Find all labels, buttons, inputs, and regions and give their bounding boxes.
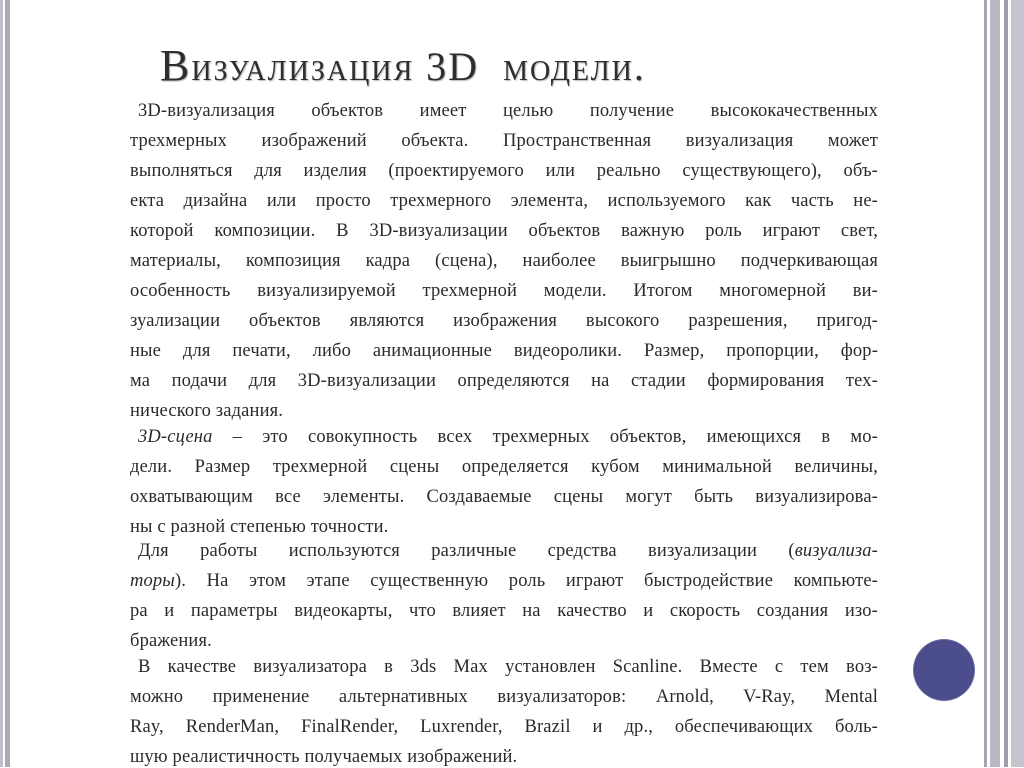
text-line: бражения. (130, 631, 212, 651)
text-line: Ray, RenderMan, FinalRender, Luxrender, Brazil и др., обеспечивающих боль- (130, 717, 878, 737)
text-line: ные для печати, либо анимационные видеоролики. Размер, пропорции, фор- (130, 341, 878, 361)
text-line: ма подачи для 3D-визуализации определяются на стадии формирования тех- (130, 371, 878, 391)
slide-title (160, 40, 920, 91)
term-visualizers-end: торы (130, 571, 175, 591)
text-line: которой композиции. В 3D-визуализации объектов важную роль играют свет, (130, 221, 878, 241)
text-line: нического задания. (130, 401, 284, 421)
title-initial: В (160, 41, 192, 90)
right-border-decoration (978, 0, 1024, 767)
text-line: 3D-визуализация объектов имеет целью получение высококачественных (138, 101, 878, 121)
left-border-decoration (0, 0, 10, 767)
decorative-circle (914, 640, 974, 700)
text-line: дели. Размер трехмерной сцены определяется кубом минимальной величины, (130, 457, 878, 477)
text-fragment: ). На этом этапе существенную роль играют быстродействие компьюте- (175, 571, 878, 591)
text-line (130, 540, 878, 562)
text-line: выполняться для изделия (проектируемого или реально существующего), объ- (130, 161, 878, 181)
text-fragment: – это совокупность всех трехмерных объектов, имеющихся в мо- (212, 427, 878, 447)
text-line (130, 570, 878, 592)
text-line: особенность визуализируемой трехмерной модели. Итогом многомерной ви- (130, 281, 878, 301)
text-line: трехмерных изображений объекта. Пространственная визуализация может (130, 131, 878, 151)
text-line: зуализации объектов являются изображения высокого разрешения, пригод- (130, 311, 878, 331)
title-main: изуализация 3D (191, 44, 480, 89)
term-3d-scene: 3D-сцена (138, 427, 213, 447)
text-line: ны с разной степенью точности. (130, 517, 389, 537)
text-fragment: Для работы используются различные средства визуализации ( (138, 541, 795, 561)
text-line: екта дизайна или просто трехмерного элемента, используемого как часть не- (130, 191, 878, 211)
text-line: материалы, композиция кадра (сцена), наиболее выигрышно подчеркивающая (130, 251, 878, 271)
text-line: охватывающим все элементы. Создаваемые сцены могут быть визуализирова- (130, 487, 878, 507)
scanned-text-page (130, 100, 878, 767)
text-line (130, 426, 878, 448)
text-line: В качестве визуализатора в 3ds Max установлен Scanline. Вместе с тем воз- (138, 657, 878, 677)
text-line: можно применение альтернативных визуализаторов: Arnold, V-Ray, Mental (130, 687, 878, 707)
term-visualizers: визуализа- (794, 541, 878, 561)
title-tail: модели. (503, 44, 646, 89)
text-line: шую реалистичность получаемых изображений. (130, 747, 518, 767)
text-line: ра и параметры видеокарты, что влияет на качество и скорость создания изо- (130, 601, 878, 621)
